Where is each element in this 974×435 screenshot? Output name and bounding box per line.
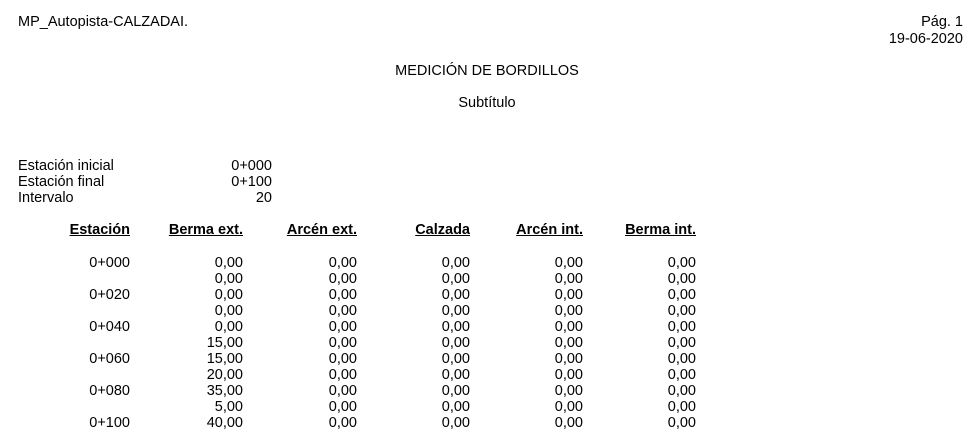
cell-arcen-ext: 0,00 (328, 319, 357, 335)
cell-arcen-ext: 0,00 (328, 351, 357, 367)
cell-arcen-ext: 0,00 (328, 303, 357, 319)
table-row (0, 415, 974, 431)
param-value-interval: 20 (255, 190, 272, 206)
cell-arcen-ext: 0,00 (328, 335, 357, 351)
cell-arcen-int: 0,00 (554, 351, 583, 367)
cell-berma-ext: 0,00 (214, 303, 243, 319)
cell-berma-ext: 15,00 (206, 351, 243, 367)
cell-arcen-int: 0,00 (554, 367, 583, 383)
cell-arcen-ext: 0,00 (328, 255, 357, 271)
cell-calzada: 0,00 (441, 367, 470, 383)
cell-arcen-ext: 0,00 (328, 367, 357, 383)
table-row (0, 383, 974, 399)
table-row (0, 255, 974, 271)
cell-calzada: 0,00 (441, 335, 470, 351)
cell-calzada: 0,00 (441, 255, 470, 271)
cell-berma-int: 0,00 (667, 303, 696, 319)
cell-berma-ext: 35,00 (206, 383, 243, 399)
cell-arcen-int: 0,00 (554, 335, 583, 351)
param-label-end-station: Estación final (18, 174, 105, 190)
column-header-station: Estación (69, 222, 130, 238)
cell-berma-int: 0,00 (667, 399, 696, 415)
column-header-arcen-ext: Arcén ext. (286, 222, 357, 238)
cell-arcen-int: 0,00 (554, 383, 583, 399)
cell-berma-ext: 15,00 (206, 335, 243, 351)
cell-arcen-ext: 0,00 (328, 287, 357, 303)
cell-berma-int: 0,00 (667, 415, 696, 431)
cell-berma-ext: 0,00 (214, 271, 243, 287)
table-row (0, 399, 974, 415)
cell-calzada: 0,00 (441, 271, 470, 287)
cell-arcen-int: 0,00 (554, 303, 583, 319)
table-row (0, 271, 974, 287)
cell-berma-int: 0,00 (667, 367, 696, 383)
cell-arcen-ext: 0,00 (328, 271, 357, 287)
param-value-end-station: 0+100 (231, 174, 272, 190)
column-header-berma-ext: Berma ext. (168, 222, 243, 238)
cell-station: 0+000 (89, 255, 130, 271)
cell-berma-int: 0,00 (667, 271, 696, 287)
cell-calzada: 0,00 (441, 351, 470, 367)
cell-berma-int: 0,00 (667, 351, 696, 367)
cell-berma-ext: 0,00 (214, 287, 243, 303)
cell-berma-ext: 0,00 (214, 319, 243, 335)
cell-berma-int: 0,00 (667, 255, 696, 271)
cell-berma-int: 0,00 (667, 319, 696, 335)
cell-calzada: 0,00 (441, 287, 470, 303)
param-value-start-station: 0+000 (231, 158, 272, 174)
cell-arcen-ext: 0,00 (328, 399, 357, 415)
cell-arcen-int: 0,00 (554, 415, 583, 431)
column-header-berma-int: Berma int. (625, 222, 696, 238)
report-title: MEDICIÓN DE BORDILLOS (395, 63, 579, 79)
column-header-calzada: Calzada (415, 222, 470, 238)
cell-arcen-int: 0,00 (554, 319, 583, 335)
cell-berma-ext: 40,00 (206, 415, 243, 431)
cell-arcen-int: 0,00 (554, 399, 583, 415)
table-row (0, 335, 974, 351)
cell-arcen-ext: 0,00 (328, 415, 357, 431)
table-row (0, 367, 974, 383)
cell-berma-int: 0,00 (667, 383, 696, 399)
cell-calzada: 0,00 (441, 383, 470, 399)
cell-station: 0+100 (89, 415, 130, 431)
document-title: MP_Autopista-CALZADAI. (18, 14, 189, 30)
param-label-interval: Intervalo (18, 190, 74, 206)
cell-arcen-int: 0,00 (554, 255, 583, 271)
param-label-start-station: Estación inicial (18, 158, 114, 174)
cell-calzada: 0,00 (441, 399, 470, 415)
page-number: Pág. 1 (921, 14, 963, 30)
column-header-arcen-int: Arcén int. (516, 222, 583, 238)
cell-berma-int: 0,00 (667, 335, 696, 351)
cell-station: 0+060 (89, 351, 130, 367)
report-subtitle: Subtítulo (458, 95, 516, 111)
cell-arcen-ext: 0,00 (328, 383, 357, 399)
cell-berma-ext: 20,00 (206, 367, 243, 383)
cell-calzada: 0,00 (441, 319, 470, 335)
table-row (0, 319, 974, 335)
table-row (0, 287, 974, 303)
cell-calzada: 0,00 (441, 415, 470, 431)
cell-arcen-int: 0,00 (554, 287, 583, 303)
cell-berma-int: 0,00 (667, 287, 696, 303)
table-row (0, 351, 974, 367)
print-date: 19-06-2020 (888, 31, 963, 47)
cell-station: 0+040 (89, 319, 130, 335)
cell-berma-ext: 0,00 (214, 255, 243, 271)
cell-berma-ext: 5,00 (214, 399, 243, 415)
cell-arcen-int: 0,00 (554, 271, 583, 287)
cell-calzada: 0,00 (441, 303, 470, 319)
cell-station: 0+020 (89, 287, 130, 303)
cell-station: 0+080 (89, 383, 130, 399)
table-row (0, 303, 974, 319)
